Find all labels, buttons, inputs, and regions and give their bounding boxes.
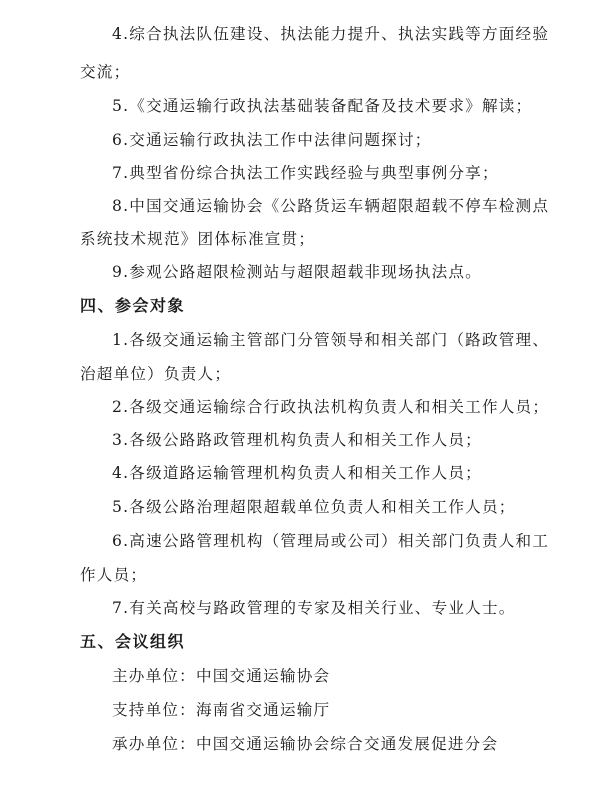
topic-item-6: 6.交通运输行政执法工作中法律问题探讨； <box>112 131 432 149</box>
topic-item-5: 5.《交通运输行政执法基础装备配备及技术要求》解读； <box>112 97 533 115</box>
topic-item-9: 9.参观公路超限检测站与超限超载非现场执法点。 <box>112 263 482 281</box>
section-heading-attendees: 四、参会对象 <box>80 296 186 315</box>
attendee-item-6-line1: 6.高速公路管理机构（管理局或公司）相关部门负责人和工 <box>112 532 550 550</box>
topic-item-4-line2: 交流； <box>80 63 131 81</box>
attendee-item-5: 5.各级公路治理超限超载单位负责人和相关工作人员； <box>112 498 516 516</box>
undertaker-line: 承办单位：中国交通运输协会综合交通发展促进分会 <box>112 735 499 753</box>
topic-item-4-line1: 4.综合执法队伍建设、执法能力提升、执法实践等方面经验 <box>112 25 550 43</box>
supporter-line: 支持单位：海南省交通运输厅 <box>112 701 331 719</box>
attendee-item-1-line1: 1.各级交通运输主管部门分管领导和相关部门（路政管理、 <box>112 331 550 349</box>
attendee-item-6-line2: 作人员； <box>80 566 148 584</box>
attendee-item-3: 3.各级公路路政管理机构负责人和相关工作人员； <box>112 431 482 449</box>
organizer-line: 主办单位：中国交通运输协会 <box>112 667 331 685</box>
attendee-item-4: 4.各级道路运输管理机构负责人和相关工作人员； <box>112 464 482 482</box>
section-heading-organization: 五、会议组织 <box>80 632 186 651</box>
topic-item-8-line2: 系统技术规范》团体标准宣贯； <box>80 230 316 248</box>
attendee-item-1-line2: 治超单位）负责人； <box>80 365 232 383</box>
attendee-item-2: 2.各级交通运输综合行政执法机构负责人和相关工作人员； <box>112 398 550 416</box>
topic-item-7: 7.典型省份综合执法工作实践经验与典型事例分享； <box>112 164 499 182</box>
attendee-item-7: 7.有关高校与路政管理的专家及相关行业、专业人士。 <box>112 599 516 617</box>
topic-item-8-line1: 8.中国交通运输协会《公路货运车辆超限超载不停车检测点 <box>112 197 550 215</box>
